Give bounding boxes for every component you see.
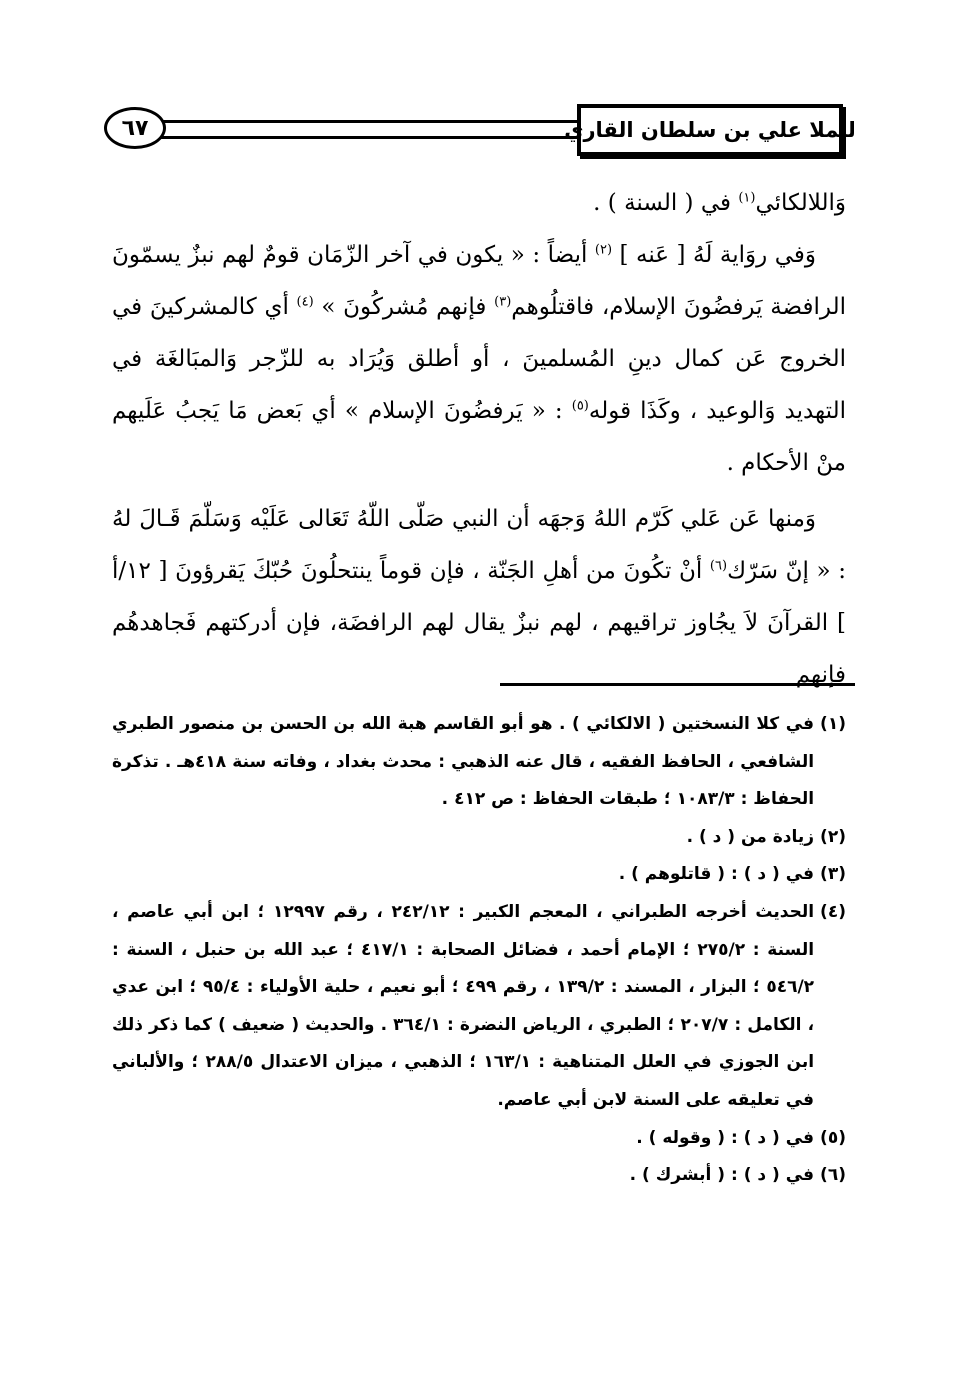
footnote-text: في ( د ) : ( قاتلوهم ) . xyxy=(618,864,815,885)
footnote-separator xyxy=(500,683,855,686)
paragraph-3 xyxy=(112,493,846,701)
header-rule-top xyxy=(160,120,580,123)
footnote-2 xyxy=(112,819,846,857)
p1-text-a: وَاللالكائي xyxy=(755,190,846,216)
footnote-number: (٢) xyxy=(820,826,846,847)
p3-text-a: وَمنها عَن عَلي كَرّم اللهُ وَجهَه أن النبي صَلّى اللّهُ تَعَالى عَلَيْه وَسَلّمَ قَـالَ لهُ : « إنّ سَرّك xyxy=(112,506,846,584)
footnote-text: في كلا النسختين ( الالكائي ) . هو أبو القاسم هبة الله بن الحسن بن منصور الطبري الشافعي ، الحافظ الفقيه ، قال عنه الذهبي : محدث بغداد ، وفاته سنة ٤١٨هـ . تذكرة الحفاظ : ١٠٨٣/٣ ؛ طبقات الحفاظ : ص ٤١٢ . xyxy=(112,714,815,810)
page-number-text: ٦٧ xyxy=(121,115,149,141)
footnote-number: (٣) xyxy=(820,864,846,885)
footnote-number: (٤) xyxy=(820,901,846,922)
running-header-title xyxy=(564,104,856,156)
main-body xyxy=(112,177,846,701)
header-rule-bottom xyxy=(160,136,580,139)
footnote-ref-5: (٥) xyxy=(571,398,589,414)
page-number xyxy=(104,107,166,149)
footnote-text-part-b: ) كما ذكر ذلك ابن الجوزي في العلل المتناهية : ١٦٣/١ ؛ الذهبي ، ميزان الاعتدال ٢٨٨/٥ ؛ والألباني في تعليقه على السنة لابن أبي عاصم. xyxy=(112,1014,815,1110)
p2-text-c: فإنهم مُشركُونَ » xyxy=(313,294,495,320)
footnote-text: زيادة من ( د ) . xyxy=(686,826,815,847)
footnote-text xyxy=(112,894,814,1120)
p2-text-d: أي كالمشركينَ في الخروج عَن كمال دينِ المُسلمينَ ، أو أطلق وَيُرَاد به للزّجر وَالمبَالغَة في التهديد وَالوعيد ، وكَذَا قوله xyxy=(112,294,846,424)
paragraph-1 xyxy=(112,177,846,229)
footnote-number: (٥) xyxy=(820,1127,846,1148)
footnote-number: (١) xyxy=(820,714,846,734)
p2-text-b: أيضاً : « يكون في آخر الزّمَان قومٌ لهم نبزٌ يسمّونَ الرافضة يَرفضُونَ الإسلام، فاقتلُوهم xyxy=(112,242,846,320)
footnote-ref-4: (٤) xyxy=(296,294,314,310)
footnote-5 xyxy=(112,1120,846,1158)
footnotes xyxy=(112,706,846,1195)
p1-text-b: في ( السنة ) . xyxy=(593,190,739,216)
p2-text-e: : « يَرفضُونَ الإسلام » أي بَعض مَا يَجبُ عَلَيهم منْ الأحكام . xyxy=(112,398,846,476)
footnote-text-part-a: الحديث أخرجه الطبراني ، المعجم الكبير : ٢٤٢/١٢ ، رقم ١٢٩٩٧ ؛ ابن أبي عاصم ، السنة : ٢٧٥/٢ ؛ الإمام أحمد ، فضائل الصحابة : ٤١٧/١ ؛ عبد الله بن حنبل ، السنة : ٥٤٦/٢ ؛ البزار ، المسند : ١٣٩/٢ ، رقم ٤٩٩ ؛ أبو نعيم ، حلية الأولياء : ٩٥/٤ ؛ ابن عدي ، الكامل : ٢٠٧/٧ ؛ الطبري ، الرياض النضرة : ٣٦٤/١ . والحديث ( xyxy=(112,901,815,1035)
p2-text-a: وَفي روَاية لَهُ [ عَنه ] xyxy=(612,242,816,268)
footnote-ref-3: (٣) xyxy=(494,294,512,310)
paragraph-2 xyxy=(112,229,846,489)
footnote-grade-strong: ضعيف xyxy=(232,1014,286,1035)
footnote-ref-6: (٦) xyxy=(709,558,728,574)
footnote-number: (٦) xyxy=(820,1165,846,1186)
footnote-ref-2: (٢) xyxy=(594,242,613,258)
footnote-1 xyxy=(112,706,846,819)
footnote-3 xyxy=(112,856,846,894)
footnote-text: في ( د ) : ( وقوله ) . xyxy=(636,1127,815,1148)
p3-text-b: أنْ تكُونَ من أهلِ الجَنّة ، فإن قوماً ينتحلُونَ حُبّكَ يَقرؤونَ [ ١٢/أ ] القرآنَ لاَ يجُاوز تراقيهم ، لهم نبزٌ يقال لهم الرافضَة، فإن أدركتهم فَجاهدهُم فإنهم xyxy=(112,558,846,688)
footnote-ref-1: (١) xyxy=(738,190,756,206)
header-title-text: للملا علي بن سلطان القاري xyxy=(564,118,856,142)
footnote-text: في ( د ) : ( أبشرك ) . xyxy=(629,1165,815,1186)
footnote-6 xyxy=(112,1157,846,1195)
footnote-4 xyxy=(112,894,846,1120)
